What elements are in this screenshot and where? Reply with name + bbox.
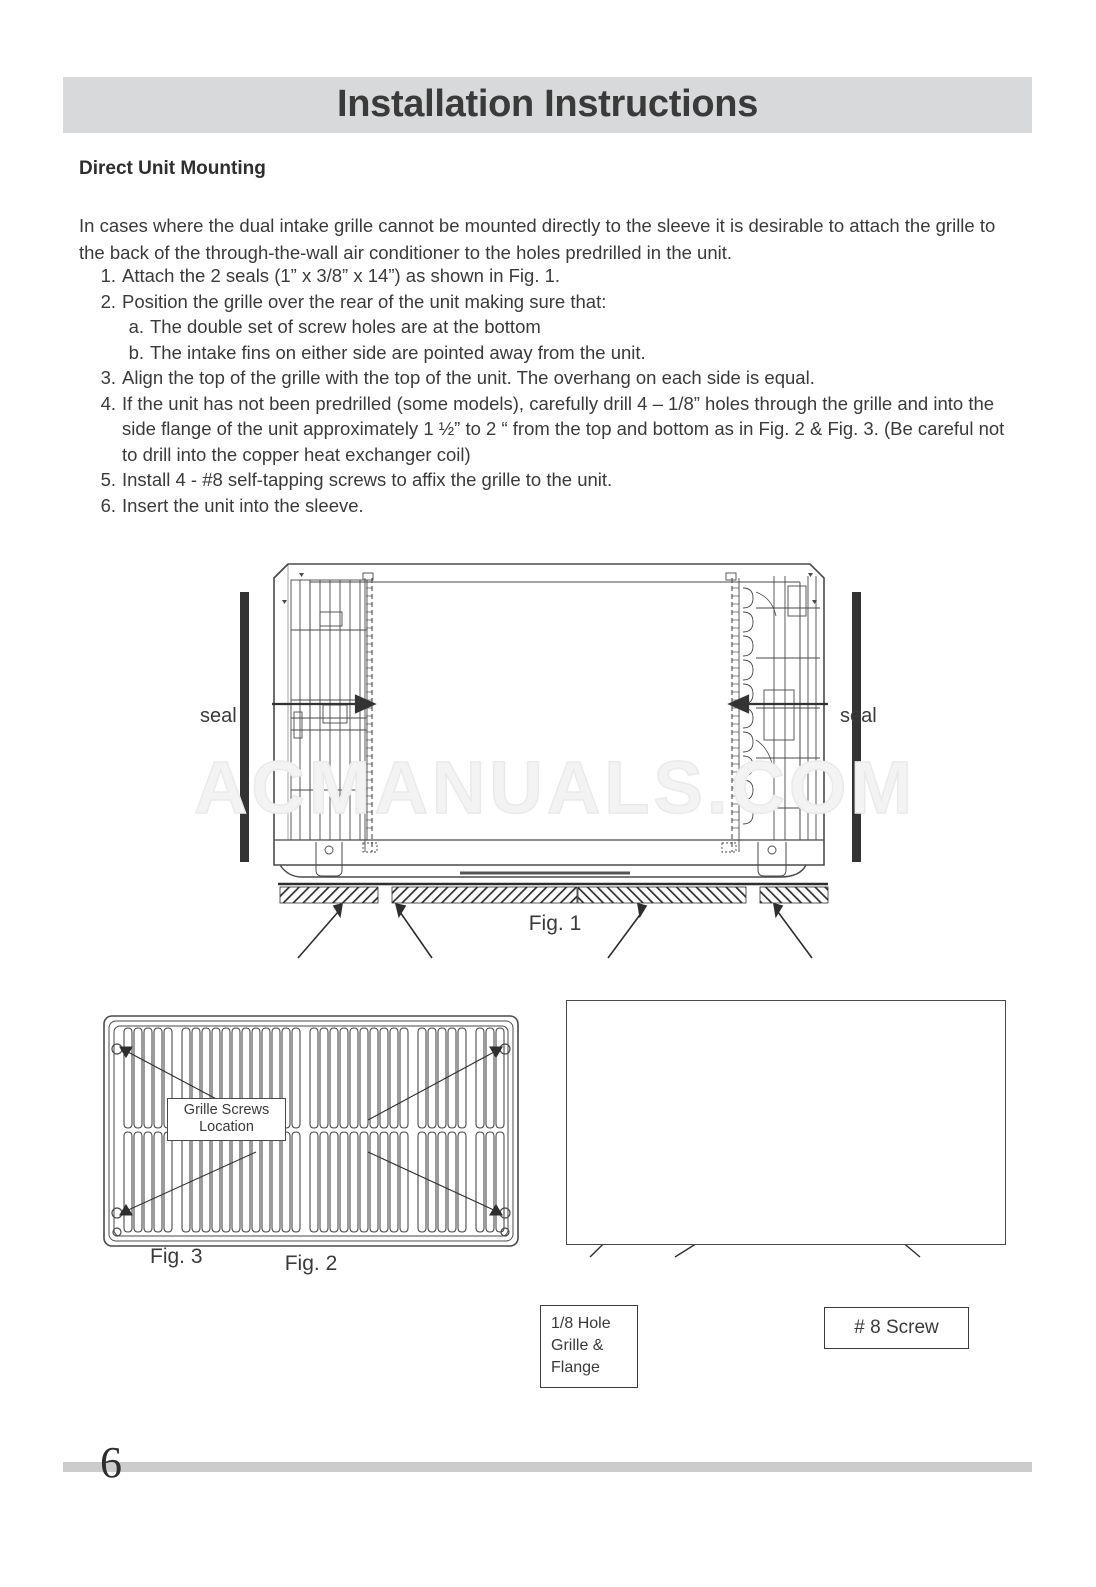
step-text: Position the grille over the rear of the unit making sure that: bbox=[122, 290, 607, 312]
callout-number-8-screw: # 8 Screw bbox=[824, 1307, 969, 1349]
step-text: Align the top of the grille with the top of the unit. The overhang on each side is equal. bbox=[122, 367, 815, 388]
substep-item bbox=[92, 314, 1012, 340]
step-number: 5. bbox=[100, 469, 116, 490]
step-text: Insert the unit into the sleeve. bbox=[122, 494, 364, 516]
substep-number: a. bbox=[128, 316, 144, 337]
callout-hole-line-3: Flange bbox=[551, 1359, 600, 1376]
step-item bbox=[92, 289, 1012, 315]
seal-bar-left bbox=[240, 592, 249, 862]
seal-strip bbox=[280, 887, 378, 903]
step-item bbox=[92, 365, 1012, 391]
substep-text: The intake fins on either side are pointed away from the unit. bbox=[150, 341, 646, 363]
step-number: 4. bbox=[100, 392, 116, 414]
step-text: Attach the 2 seals (1” x 3/8” x 14”) as shown in Fig. 1. bbox=[122, 265, 561, 286]
step-number: 1. bbox=[100, 265, 116, 286]
page-header-bar bbox=[63, 77, 1032, 133]
step-item bbox=[92, 493, 1012, 519]
substep-text: The double set of screw holes are at the bottom bbox=[150, 316, 541, 337]
step-text: Install 4 - #8 self-tapping screws to affix the grille to the unit. bbox=[122, 469, 613, 490]
substep-number: b. bbox=[128, 341, 144, 363]
callout-line-2: Location bbox=[199, 1119, 254, 1135]
section-heading: Direct Unit Mounting bbox=[79, 158, 266, 179]
callout-hole-grille-flange bbox=[540, 1305, 638, 1388]
step-item bbox=[92, 263, 1012, 289]
figure-1 bbox=[160, 540, 950, 960]
page-title: Installation Instructions bbox=[336, 83, 759, 125]
figure-2-caption: Fig. 2 bbox=[284, 1252, 338, 1275]
seal-strip bbox=[578, 887, 746, 903]
page-number: 6 bbox=[100, 1438, 122, 1487]
callout-line-1: Grille Screws bbox=[183, 1102, 270, 1118]
footer-rule bbox=[63, 1462, 1032, 1472]
callout-hole-line-1: 1/8 Hole bbox=[551, 1315, 611, 1332]
step-number: 2. bbox=[100, 290, 116, 312]
intro-paragraph: In cases where the dual intake grille cannot be mounted directly to the sleeve it is desirable to attach the grille to the back of the through-the-wall air conditioner to the holes predrilled in the unit. bbox=[79, 215, 996, 263]
seal-strip bbox=[392, 887, 577, 903]
callout-hole-line-2: Grille & bbox=[551, 1337, 604, 1354]
seal-label-right: seal bbox=[840, 705, 877, 727]
step-text: If the unit has not been predrilled (some models), carefully drill 4 – 1/8” holes through the grille and into the side flange of the unit approximately 1 ½” to 2 “ from the top and bottom as in Fig. 2 & Fig. 3. (Be careful not to drill into the copper heat exchanger coil) bbox=[122, 392, 1005, 465]
step-item bbox=[92, 391, 1012, 468]
figure-3-frame bbox=[566, 1000, 1006, 1245]
figure-1-caption: Fig. 1 bbox=[528, 912, 582, 935]
seal-strip bbox=[760, 887, 828, 903]
step-item bbox=[92, 467, 1012, 493]
substep-item bbox=[92, 340, 1012, 366]
instruction-steps bbox=[92, 263, 1012, 518]
step-number: 3. bbox=[100, 367, 116, 388]
watermark-acmanuals: ACMANUALS.COM bbox=[193, 746, 917, 829]
figure-1-drawing bbox=[160, 540, 950, 960]
step-number: 6. bbox=[100, 494, 116, 516]
figure-3-caption: Fig. 3 bbox=[150, 1245, 203, 1268]
seal-label-left: seal bbox=[200, 705, 237, 727]
figure-3 bbox=[560, 995, 1012, 1255]
callout-grille-screws-location bbox=[167, 1098, 286, 1141]
